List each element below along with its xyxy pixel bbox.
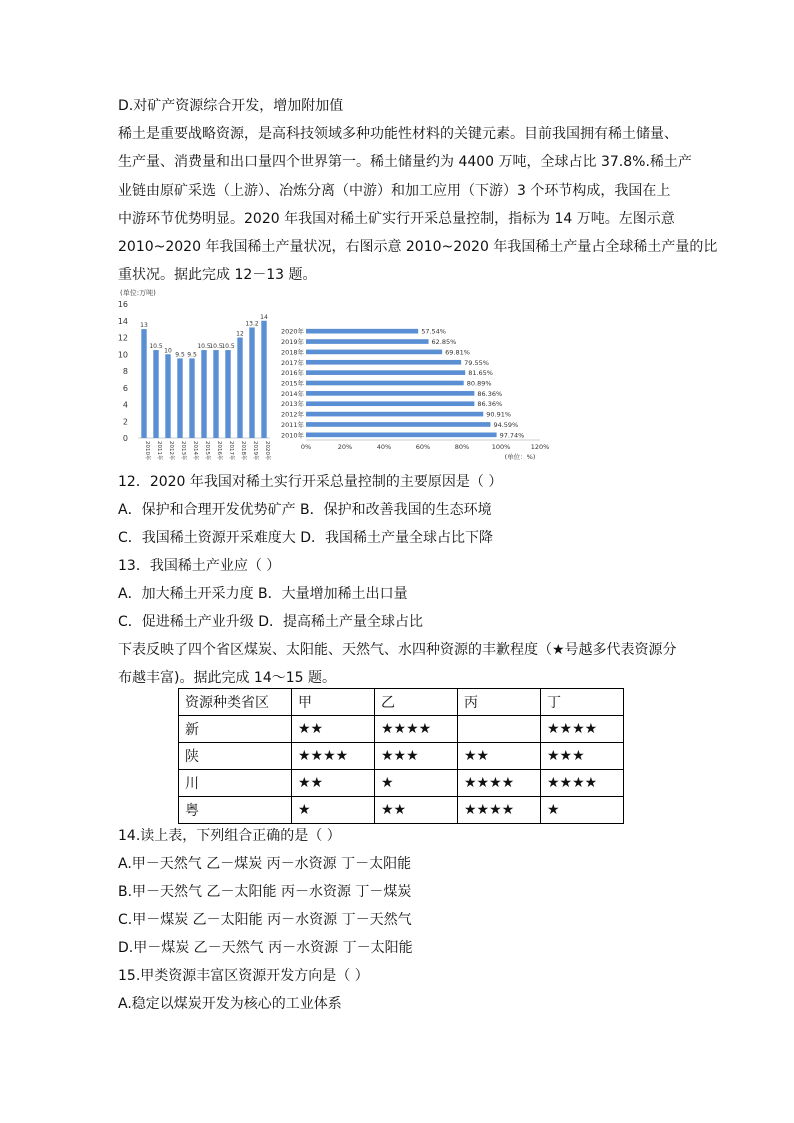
table-cell: 新 <box>179 716 292 743</box>
bar-value-label: 69.81% <box>445 348 470 357</box>
bar <box>153 350 158 438</box>
bar-value-label: 57.54% <box>421 327 446 336</box>
table-intro-line: 布越丰富)。据此完成 14～15 题。 <box>118 670 336 686</box>
bar-value-label: 80.89% <box>466 379 492 388</box>
q13-options-ab: A．加大稀土开采力度 B．大量增加稀土出口量 <box>118 586 408 602</box>
table-header-cell: 资源种类省区 <box>179 689 292 716</box>
bar <box>306 350 442 355</box>
passage-block <box>118 92 718 290</box>
q14-option: D.甲－煤炭 乙－天然气 丙－水资源 丁－太阳能 <box>118 940 413 956</box>
bar <box>261 321 266 438</box>
table-cell: ★★ <box>458 743 541 770</box>
passage-text <box>118 120 718 290</box>
table-cell: ★★★★ <box>458 770 541 797</box>
y-tick-label: 2012年 <box>280 410 304 419</box>
bar-value-label: 97.74% <box>499 431 525 440</box>
x-tick-label: 40% <box>376 443 392 451</box>
q14-option: B.甲－天然气 乙－太阳能 丙－水资源 丁－煤炭 <box>118 884 412 900</box>
global-share-bar-chart <box>270 320 560 462</box>
bar <box>306 432 497 437</box>
table-cell: ★★★★ <box>541 716 624 743</box>
q12-stem: 12．2020 年我国对稀土实行开采总量控制的主要原因是（ ） <box>118 474 503 490</box>
y-tick-label: 6 <box>122 383 128 393</box>
bar-value-label: 10.5 <box>209 343 223 351</box>
bar <box>249 327 254 438</box>
q15-option: A.稳定以煤炭开发为核心的工业体系 <box>118 996 342 1012</box>
bar <box>306 381 464 386</box>
y-tick-label: 16 <box>118 300 128 309</box>
bar-value-label: 94.59% <box>493 420 519 429</box>
y-tick-label: 2 <box>122 417 128 427</box>
passage-line: 业链由原矿采选（上游）、冶炼分离（中游）和加工应用（下游）3 个环节构成，我国在上 <box>118 182 671 199</box>
passage-line: 生产量、消费量和出口量四个世界第一。稀土储量约为 4400 万吨，全球占比 37.8%.稀土产 <box>118 154 692 171</box>
production-bar-chart <box>118 286 278 462</box>
table-cell: ★ <box>541 797 624 824</box>
bar <box>177 358 182 438</box>
y-tick-label: 2019年 <box>280 338 304 347</box>
table-cell: ★★ <box>292 716 375 743</box>
table-cell: ★★★★ <box>292 743 375 770</box>
passage-line: 2010~2020 年我国稀土产量状况，右图示意 2010~2020 年我国稀土产量占全球稀土产量的比 <box>118 239 718 256</box>
q12-options-ab: A．保护和合理开发优势矿产 B．保护和改善我国的生态环境 <box>118 502 492 518</box>
question-block-12-13 <box>118 468 678 692</box>
bar <box>189 358 194 438</box>
bar <box>201 350 206 438</box>
y-tick-label: 2010年 <box>280 431 304 440</box>
question-block-14-15 <box>118 822 678 1018</box>
table-cell <box>458 716 541 743</box>
table-intro-line: 下表反映了四个省区煤炭、太阳能、天然气、水四种资源的丰歉程度（★号越多代表资源分 <box>118 642 677 658</box>
x-unit-label: (单位：%) <box>504 453 536 461</box>
x-tick-label: 2018年 <box>240 441 246 461</box>
bar-value-label: 86.36% <box>477 389 503 398</box>
bar <box>306 360 461 365</box>
bar-value-label: 13 <box>140 322 148 330</box>
passage-line: 稀土是重要战略资源，是高科技领域多种功能性材料的关键元素。目前我国拥有稀土储量、 <box>118 126 678 142</box>
x-tick-label: 2015年 <box>204 441 210 461</box>
table-row <box>179 797 624 824</box>
table-cell: ★★★ <box>541 743 624 770</box>
table-cell: ★★★★ <box>541 770 624 797</box>
bar <box>306 422 490 427</box>
y-tick-label: 2017年 <box>280 358 304 367</box>
bar-value-label: 10.5 <box>149 343 163 351</box>
q13-stem: 13．我国稀土产业应（ ） <box>118 558 281 574</box>
q12-options-cd: C．我国稀土资源开采难度大 D．我国稀土产量全球占比下降 <box>118 530 494 546</box>
q14-option: C.甲－煤炭 乙－太阳能 丙－水资源 丁－天然气 <box>118 912 412 928</box>
table-row <box>179 743 624 770</box>
x-tick-label: 80% <box>454 443 470 451</box>
table-header-cell: 丙 <box>458 689 541 716</box>
y-tick-label: 2015年 <box>280 379 304 388</box>
y-tick-label: 2018年 <box>280 348 304 357</box>
bar-value-label: 10.5 <box>197 343 211 351</box>
option-d-previous: D.对矿产资源综合开发，增加附加值 <box>118 98 344 114</box>
bar <box>306 391 474 396</box>
resource-table <box>178 688 624 824</box>
table-cell: ★★★ <box>375 743 458 770</box>
q14-option: A.甲－天然气 乙－煤炭 丙－水资源 丁－太阳能 <box>118 856 412 872</box>
x-tick-label: 2019年 <box>252 441 258 461</box>
bar <box>306 401 474 406</box>
y-tick-label: 4 <box>122 400 128 410</box>
bar-value-label: 12 <box>236 330 244 338</box>
table-cell: 陕 <box>179 743 292 770</box>
bar <box>306 339 429 344</box>
table-cell: 粤 <box>179 797 292 824</box>
table-row <box>179 770 624 797</box>
y-tick-label: 2014年 <box>280 389 304 398</box>
bar-value-label: 79.55% <box>464 358 489 367</box>
bar <box>306 412 483 417</box>
y-tick-label: 12 <box>118 333 128 343</box>
y-tick-label: 8 <box>122 367 128 376</box>
table-cell: ★ <box>292 797 375 824</box>
y-tick-label: 2013年 <box>280 400 304 409</box>
y-tick-label: 2020年 <box>280 327 304 336</box>
bar-value-label: 9.5 <box>187 351 197 359</box>
y-tick-label: 14 <box>118 316 128 326</box>
x-tick-label: 2016年 <box>216 441 222 461</box>
y-tick-label: 10 <box>118 350 128 360</box>
table-row <box>179 716 624 743</box>
x-tick-label: 2014年 <box>192 441 198 461</box>
passage-line: 中游环节优势明显。2020 年我国对稀土矿实行开采总量控制，指标为 14 万吨。左图示意 <box>118 210 675 227</box>
y-tick-label: 2016年 <box>280 369 304 378</box>
table-header-cell: 甲 <box>292 689 375 716</box>
x-tick-label: 2013年 <box>180 441 186 461</box>
x-tick-label: 2020年 <box>264 441 270 461</box>
table-header-cell: 乙 <box>375 689 458 716</box>
table-header-cell: 丁 <box>541 689 624 716</box>
bar-value-label: 10 <box>164 347 172 355</box>
table-cell: ★★★★ <box>375 716 458 743</box>
bar <box>237 338 242 439</box>
table-cell: ★★ <box>375 797 458 824</box>
bar-value-label: 9.5 <box>175 351 185 359</box>
bar-value-label: 14 <box>260 313 268 321</box>
q15-stem: 15.甲类资源丰富区资源开发方向是（ ） <box>118 968 369 984</box>
passage-line: 重状况。据此完成 12－13 题。 <box>118 267 317 284</box>
table-cell: ★★★★ <box>458 797 541 824</box>
bar-value-label: 81.65% <box>468 369 494 378</box>
x-tick-label: 2010年 <box>144 441 150 461</box>
bar-value-label: 86.36% <box>477 400 503 409</box>
table-cell: 川 <box>179 770 292 797</box>
bar-value-label: 10.5 <box>221 343 235 351</box>
q14-stem: 14.读上表，下列组合正确的是（ ） <box>118 828 341 844</box>
y-tick-label: 2011年 <box>280 420 304 429</box>
bar <box>141 329 146 438</box>
x-tick-label: 120% <box>530 443 550 451</box>
x-tick-label: 2012年 <box>168 441 174 461</box>
bar <box>165 354 170 438</box>
bar <box>306 329 418 334</box>
bar <box>306 370 465 375</box>
x-tick-label: 2017年 <box>228 441 234 461</box>
table-header-row <box>179 689 624 716</box>
table-cell: ★★ <box>292 770 375 797</box>
bar-value-label: 62.85% <box>431 338 457 347</box>
bar-value-label: 13.2 <box>245 320 259 328</box>
x-tick-label: 60% <box>415 443 431 451</box>
x-tick-label: 0% <box>300 443 312 451</box>
y-tick-label: 0 <box>122 434 128 443</box>
x-tick-label: 100% <box>491 443 511 451</box>
bar <box>213 350 218 438</box>
q13-options-cd: C．促进稀土产业升级 D．提高稀土产量全球占比 <box>118 614 424 630</box>
x-tick-label: 20% <box>337 443 353 451</box>
y-unit-label: (单位:万吨) <box>120 289 156 297</box>
x-tick-label: 2011年 <box>156 441 162 461</box>
table-cell: ★ <box>375 770 458 797</box>
bar-value-label: 90.91% <box>486 410 512 419</box>
bar <box>225 350 230 438</box>
